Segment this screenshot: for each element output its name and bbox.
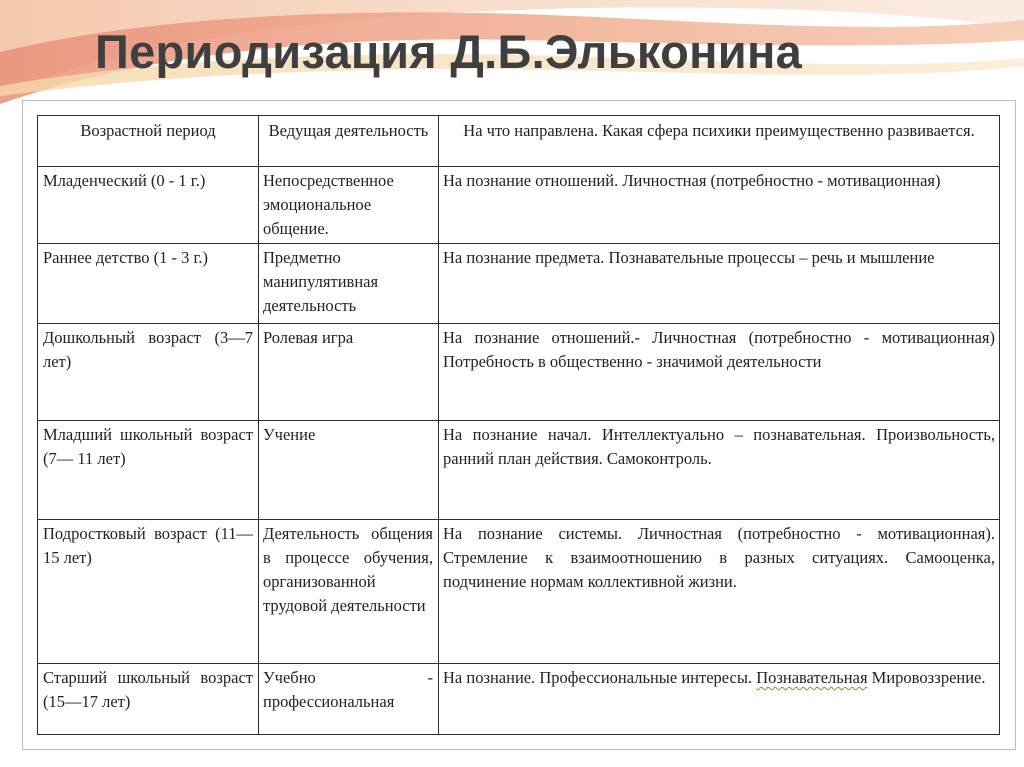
spellcheck-flagged-word: Познавательная — [756, 668, 868, 687]
header-leading-activity: Ведущая деятельность — [259, 116, 439, 167]
cell-direction-sphere: На познание системы. Личностная (потребностно - мотивационная). Стремление к взаимоотношению в разных ситуациях. Самооценка, подчинение нормам коллективной жизни. — [439, 520, 1000, 664]
cell-leading-activity: Непосредственное эмоциональное общение. — [259, 167, 439, 244]
table-row — [38, 421, 1000, 520]
cell-direction-sphere — [439, 664, 1000, 735]
header-age-period: Возрастной период — [38, 116, 259, 167]
cell-leading-activity: Деятельность общения в процессе обучения, организованной трудовой деятельности — [259, 520, 439, 664]
table-row — [38, 324, 1000, 421]
table-header-row — [38, 116, 1000, 167]
cell-direction-sphere: На познание предмета. Познавательные процессы – речь и мышление — [439, 244, 1000, 324]
table-row — [38, 664, 1000, 735]
periodization-table — [37, 115, 1000, 735]
cell-direction-sphere: На познание отношений.- Личностная (потребностно - мотивационная) Потребность в общественно - значимой деятельности — [439, 324, 1000, 421]
cell-age-period: Младший школьный возраст (7— 11 лет) — [38, 421, 259, 520]
cell-age-period: Старший школьный возраст (15—17 лет) — [38, 664, 259, 735]
cell-leading-activity: Предметно манипулятивная деятельность — [259, 244, 439, 324]
cell-age-period: Младенческий (0 - 1 г.) — [38, 167, 259, 244]
cell-leading-activity: Учебно - профессиональная — [259, 664, 439, 735]
sphere-text-main: На познание. Профессиональные интересы. — [443, 668, 753, 687]
cell-direction-sphere: На познание отношений. Личностная (потребностно - мотивационная) — [439, 167, 1000, 244]
cell-leading-activity: Учение — [259, 421, 439, 520]
table-row — [38, 167, 1000, 244]
cell-age-period: Раннее детство (1 - 3 г.) — [38, 244, 259, 324]
header-direction-sphere: На что направлена. Какая сфера психики преимущественно развивается. — [439, 116, 1000, 167]
cell-leading-activity: Ролевая игра — [259, 324, 439, 421]
cell-age-period: Подростковый возраст (11—15 лет) — [38, 520, 259, 664]
table-row — [38, 244, 1000, 324]
cell-age-period: Дошкольный возраст (3—7 лет) — [38, 324, 259, 421]
cell-direction-sphere: На познание начал. Интеллектуально – познавательная. Произвольность, ранний план действия. Самоконтроль. — [439, 421, 1000, 520]
slide-title: Периодизация Д.Б.Эльконина — [95, 25, 803, 78]
sphere-text-tail: Мировоззрение. — [871, 668, 986, 687]
table-row — [38, 520, 1000, 664]
